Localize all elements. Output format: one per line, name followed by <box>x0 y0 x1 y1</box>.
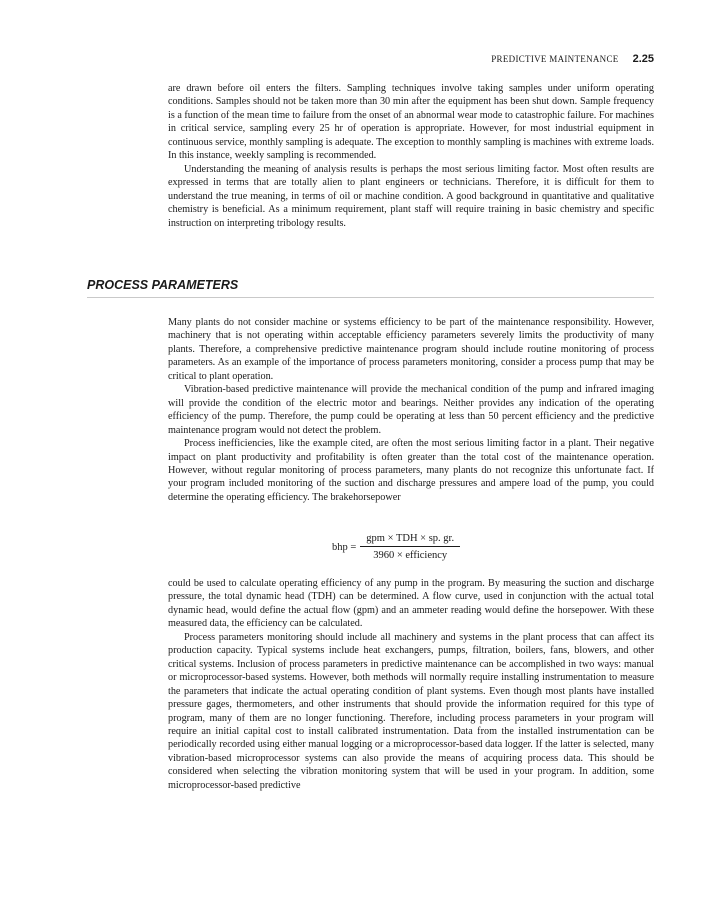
section-text-block <box>168 316 654 504</box>
paragraph: are drawn before oil enters the filters. Sampling techniques involve taking samples under uniform operating conditions. Samples should not be taken more than 30 min after the equipment has been shut down. Sample frequency is a function of the mean time to failure from the onset of an abnormal wear mode to catastrophic failure. For machines in critical service, sampling every 25 hr of operation is appropriate. However, for most industrial equipment in continuous service, monthly sampling is adequate. The exception to monthly sampling is machines with extreme loads. In this instance, weekly sampling is recommended. <box>168 83 655 162</box>
section-text-block-continued <box>168 577 654 792</box>
page-number: 2.25 <box>632 53 654 65</box>
paragraph: Process parameters monitoring should include all machinery and systems in the plant process that can affect its production capacity. Typical systems include heat exchangers, pumps, filtration, boilers, fans, blowers, and other critical systems. Inclusion of process parameters in predictive maintenance can be accomplished in two ways: manual or microprocessor-based systems. However, both methods will normally require installing instrumentation to measure the parameters that indicate the actual operating condition of plant systems. Even though most plants have installed pressure gages, thermometers, and other instruments that should provide the information required for this type of program, many of them are no longer functioning. Therefore, including process parameters in your program will require an initial capital cost to install calibrated instrumentation. Data from the installed instrumentation can be periodically recorded using either manual logging or a microprocessor-based data logger. If the latter is selected, many vibration-based microprocessor systems can also provide the means of acquiring process data. This should be considered when selecting the vibration monitoring system that will be used in your program. In addition, some microprocessor-based predictive <box>168 631 654 791</box>
formula-lhs: bhp = <box>332 541 357 553</box>
section-heading: PROCESS PARAMETERS <box>87 278 654 298</box>
bhp-formula <box>332 533 460 561</box>
formula-numerator: gpm × TDH × sp. gr. <box>360 533 460 547</box>
paragraph: Process inefficiencies, like the example cited, are often the most serious limiting factor in a plant. Their negative impact on plant productivity and profitability is often greater than the total cost of the maintenance operation. However, without regular monitoring of process parameters, many plants do not recognize this unfortunate fact. If your program included monitoring of the suction and discharge pressures and ampere load of the pump, you could determine the operating efficiency. The brakehorsepower <box>168 438 654 503</box>
formula-denominator: 3960 × efficiency <box>373 550 448 561</box>
intro-text-block <box>168 82 654 230</box>
paragraph: Vibration-based predictive maintenance will provide the mechanical condition of the pump and infrared imaging will provide the condition of the electric motor and bearings. Neither provides any indication of the operating efficiency of the pump. Therefore, the pump could be operating at less than 50 percent efficiency and the predictive maintenance program would not detect the problem. <box>168 384 654 436</box>
paragraph: could be used to calculate operating efficiency of any pump in the program. By measuring the suction and discharge pressure, the total dynamic head (TDH) can be determined. A flow curve, used in conjunction with the actual total dynamic head, would define the actual flow (gpm) and an ammeter reading would define the horsepower. With these measured data, the efficiency can be calculated. <box>168 578 654 630</box>
paragraph: Understanding the meaning of analysis results is perhaps the most serious limiting factor. Most often results are expressed in terms that are totally alien to plant engineers or technicians. Therefore, it is difficult for them to understand the true meaning, in terms of oil or machine condition. A good background in quantitative and qualitative chemistry is beneficial. As a minimum requirement, plant staff will require training in basic chemistry and specific instruction on interpreting tribology results. <box>168 163 654 229</box>
running-title: PREDICTIVE MAINTENANCE <box>491 54 619 64</box>
running-header <box>168 52 654 66</box>
formula-fraction <box>360 533 460 561</box>
paragraph: Many plants do not consider machine or systems efficiency to be part of the maintenance responsibility. However, machinery that is not operating within acceptable efficiency parameters severely limits the productivity of many plants. Therefore, a comprehensive predictive maintenance program should include routine monitoring of process parameters. As an example of the importance of process parameters monitoring, consider a process pump that may be critical to plant operation. <box>168 317 654 382</box>
